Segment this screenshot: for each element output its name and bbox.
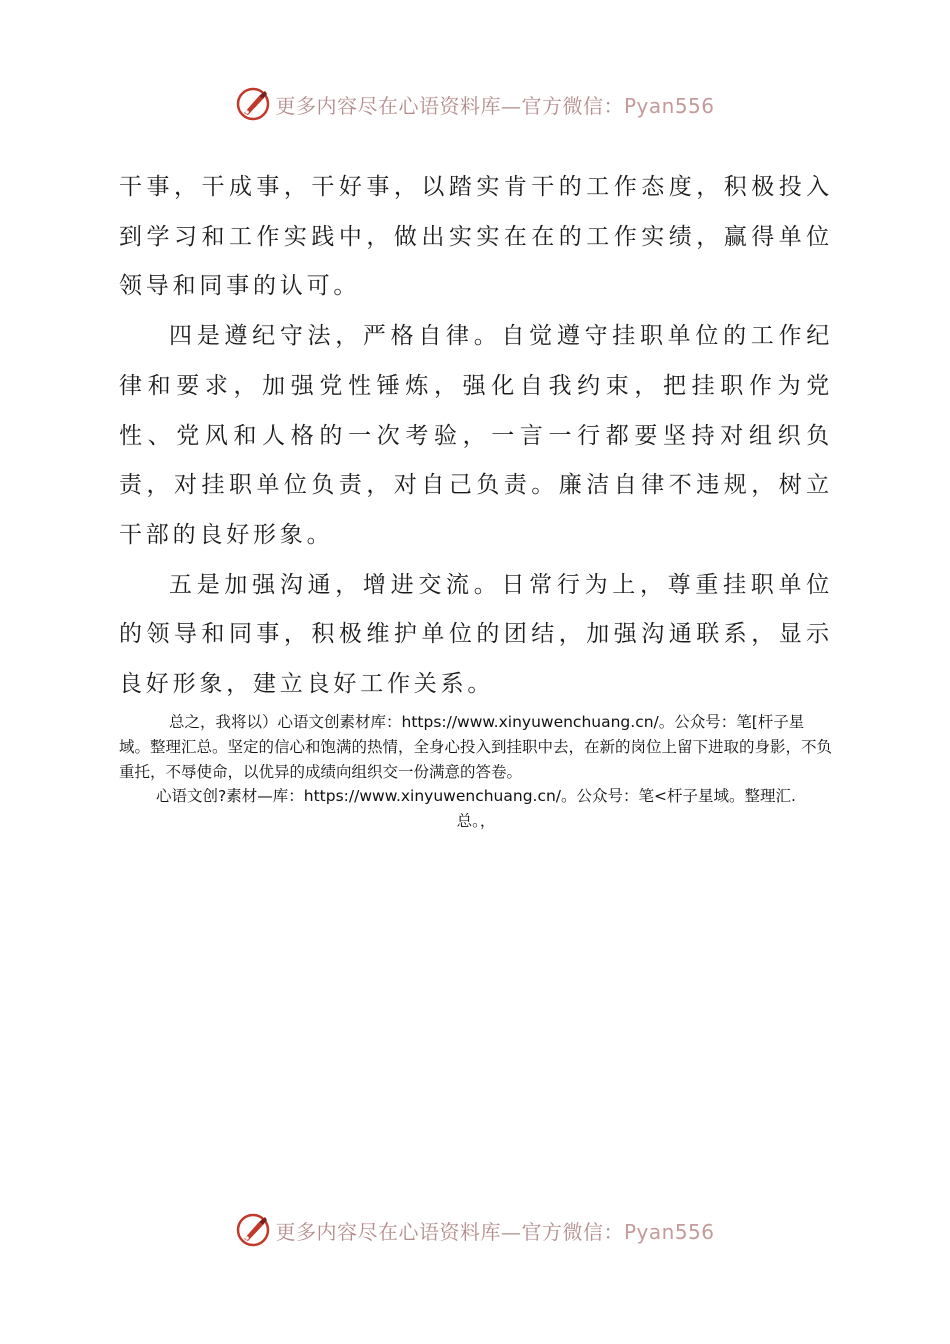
paragraph-discipline: 四是遵纪守法，严格自律。自觉遵守挂职单位的工作纪律和要求，加强党性锤炼，强化自我约束，把挂职作为党性、党风和人格的一次考验，一言一行都要坚持对组织负责，对挂职单位负责，对自己负责。廉洁自律不违规，树立干部的良好形象。	[119, 323, 833, 548]
watermark-text	[119, 784, 833, 834]
paragraph-continuation: 干事，干成事，干好事，以踏实肯干的工作态度，积极投入到学习和工作实践中，做出实实在在的工作实绩，赢得单位领导和同事的认可。	[119, 174, 833, 300]
footer-banner-text: 更多内容尽在心语资料库—官方微信：Pyan556	[275, 1219, 715, 1244]
pen-logo-icon	[235, 86, 271, 122]
closing-paragraph: 总之，我将以）心语文创素材库：https://www.xinyuwenchuang.cn/。公众号：笔[杆子星域。整理汇总。坚定的信心和饱满的热情，全身心投入到挂职中去，在新的岗位上留下进取的身影，不负重托，不辱使命，以优异的成绩向组织交一份满意的答卷。	[119, 713, 833, 781]
document-body	[119, 163, 833, 710]
paragraph-communication: 五是加强沟通，增进交流。日常行为上，尊重挂职单位的领导和同事，积极维护单位的团结，加强沟通联系，显示良好形象，建立良好工作关系。	[119, 571, 833, 698]
footer-banner	[0, 1210, 950, 1250]
watermark-line-1: 心语文创?素材—库：https://www.xinyuwenchuang.cn/。公众号：笔<杆子星域。整理汇.	[156, 787, 796, 805]
header-banner	[0, 84, 950, 124]
pen-logo-icon	[235, 1212, 271, 1248]
header-banner-text: 更多内容尽在心语资料库—官方微信：Pyan556	[275, 93, 715, 118]
watermark-line-2: 总。，	[456, 812, 496, 830]
